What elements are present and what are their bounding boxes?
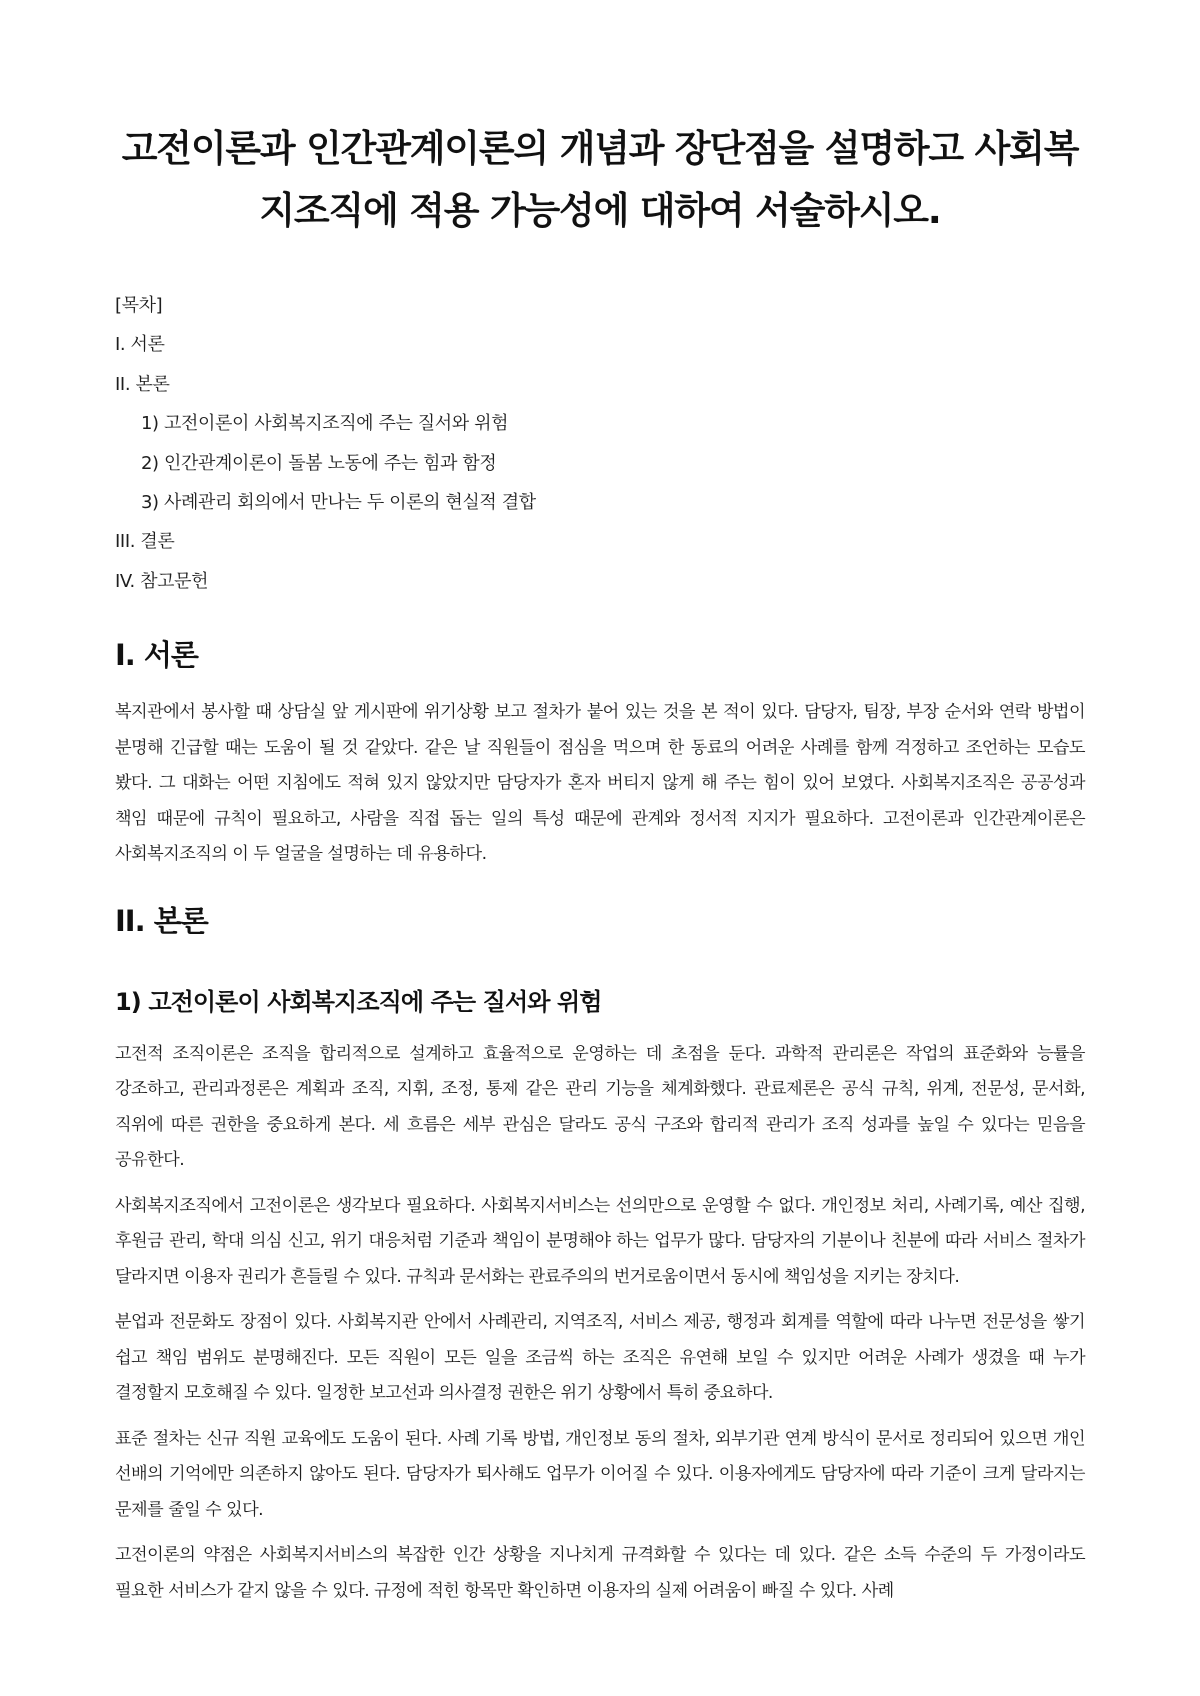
section-heading-introduction: I. 서론: [115, 638, 198, 673]
subsection-heading-classical-theory: 1) 고전이론이 사회복지조직에 주는 질서와 위험: [115, 987, 602, 1016]
section-heading-body: II. 본론: [115, 903, 208, 938]
toc-item-references: IV. 참고문헌: [115, 570, 209, 592]
toc-item-introduction: I. 서론: [115, 334, 165, 356]
intro-paragraph: 복지관에서 봉사할 때 상담실 앞 게시판에 위기상황 보고 절차가 붙어 있는 것을 본 적이 있다. 담당자, 팀장, 부장 순서와 연락 방법이 분명해 긴급할 때는 도움이 될 것 같았다. 같은 날 직원들이 점심을 먹으며 한 동료의 어려운 사례를 함께 걱정하고 조언하는 모습도 봤다. 그 대화는 어떤 지침에도 적혀 있지 않았지만 담당자가 혼자 버티지 않게 해 주는 힘이 있어 보였다. 사회복지조직은 공공성과 책임 때문에 규칙이 필요하고, 사람을 직접 돕는 일의 특성 때문에 관계와 정서적 지지가 필요하다. 고전이론과 인간관계이론은 사회복지조직의 이 두 얼굴을 설명하는 데 유용하다.: [115, 702, 1085, 865]
body-paragraph-5: 고전이론의 약점은 사회복지서비스의 복잡한 인간 상황을 지나치게 규격화할 수 있다는 데 있다. 같은 소득 수준의 두 가정이라도 필요한 서비스가 같지 않을 수 있다. 규정에 적힌 항목만 확인하면 이용자의 실제 어려움이 빠질 수 있다. 사례: [115, 1545, 1085, 1601]
toc-item-body: II. 본론: [115, 373, 170, 395]
body-paragraph-1: 고전적 조직이론은 조직을 합리적으로 설계하고 효율적으로 운영하는 데 초점을 둔다. 과학적 관리론은 작업의 표준화와 능률을 강조하고, 관리과정론은 계획과 조직, 지휘, 조정, 통제 같은 관리 기능을 체계화했다. 관료제론은 공식 규칙, 위계, 전문성, 문서화, 직위에 따른 권한을 중요하게 본다. 세 흐름은 세부 관심은 달라도 공식 구조와 합리적 관리가 조직 성과를 높일 수 있다는 믿음을 공유한다.: [115, 1043, 1085, 1171]
toc-subitem-1: 1) 고전이론이 사회복지조직에 주는 질서와 위험: [141, 413, 509, 435]
toc-heading: [목차]: [115, 295, 163, 316]
toc-subitem-3: 3) 사례관리 회의에서 만나는 두 이론의 현실적 결합: [141, 492, 536, 514]
body-paragraph-3: 분업과 전문화도 장점이 있다. 사회복지관 안에서 사례관리, 지역조직, 서비스 제공, 행정과 회계를 역할에 따라 나누면 전문성을 쌓기 쉽고 책임 범위도 분명해진다. 모든 직원이 모든 일을 조금씩 하는 조직은 유연해 보일 수 있지만 어려운 사례가 생겼을 때 누가 결정할지 모호해질 수 있다. 일정한 보고선과 의사결정 권한은 위기 상황에서 특히 중요하다.: [115, 1312, 1085, 1404]
toc-subitem-2: 2) 인간관계이론이 돌봄 노동에 주는 힘과 함정: [141, 452, 497, 474]
document-title: 고전이론과 인간관계이론의 개념과 장단점을 설명하고 사회복지조직에 적용 가능성에 대하여 서술하시오.: [121, 127, 1079, 232]
body-paragraph-4: 표준 절차는 신규 직원 교육에도 도움이 된다. 사례 기록 방법, 개인정보 동의 절차, 외부기관 연계 방식이 문서로 정리되어 있으면 개인 선배의 기억에만 의존하지 않아도 된다. 담당자가 퇴사해도 업무가 이어질 수 있다. 이용자에게도 담당자에 따라 기준이 크게 달라지는 문제를 줄일 수 있다.: [115, 1428, 1085, 1520]
body-paragraph-2: 사회복지조직에서 고전이론은 생각보다 필요하다. 사회복지서비스는 선의만으로 운영할 수 없다. 개인정보 처리, 사례기록, 예산 집행, 후원금 관리, 학대 의심 신고, 위기 대응처럼 기준과 책임이 분명해야 하는 업무가 많다. 담당자의 기분이나 친분에 따라 서비스 절차가 달라지면 이용자 권리가 흔들릴 수 있다. 규칙과 문서화는 관료주의의 번거로움이면서 동시에 책임성을 지키는 장치다.: [115, 1195, 1085, 1287]
table-of-contents: [115, 286, 1085, 601]
toc-item-conclusion: III. 결론: [115, 531, 175, 553]
